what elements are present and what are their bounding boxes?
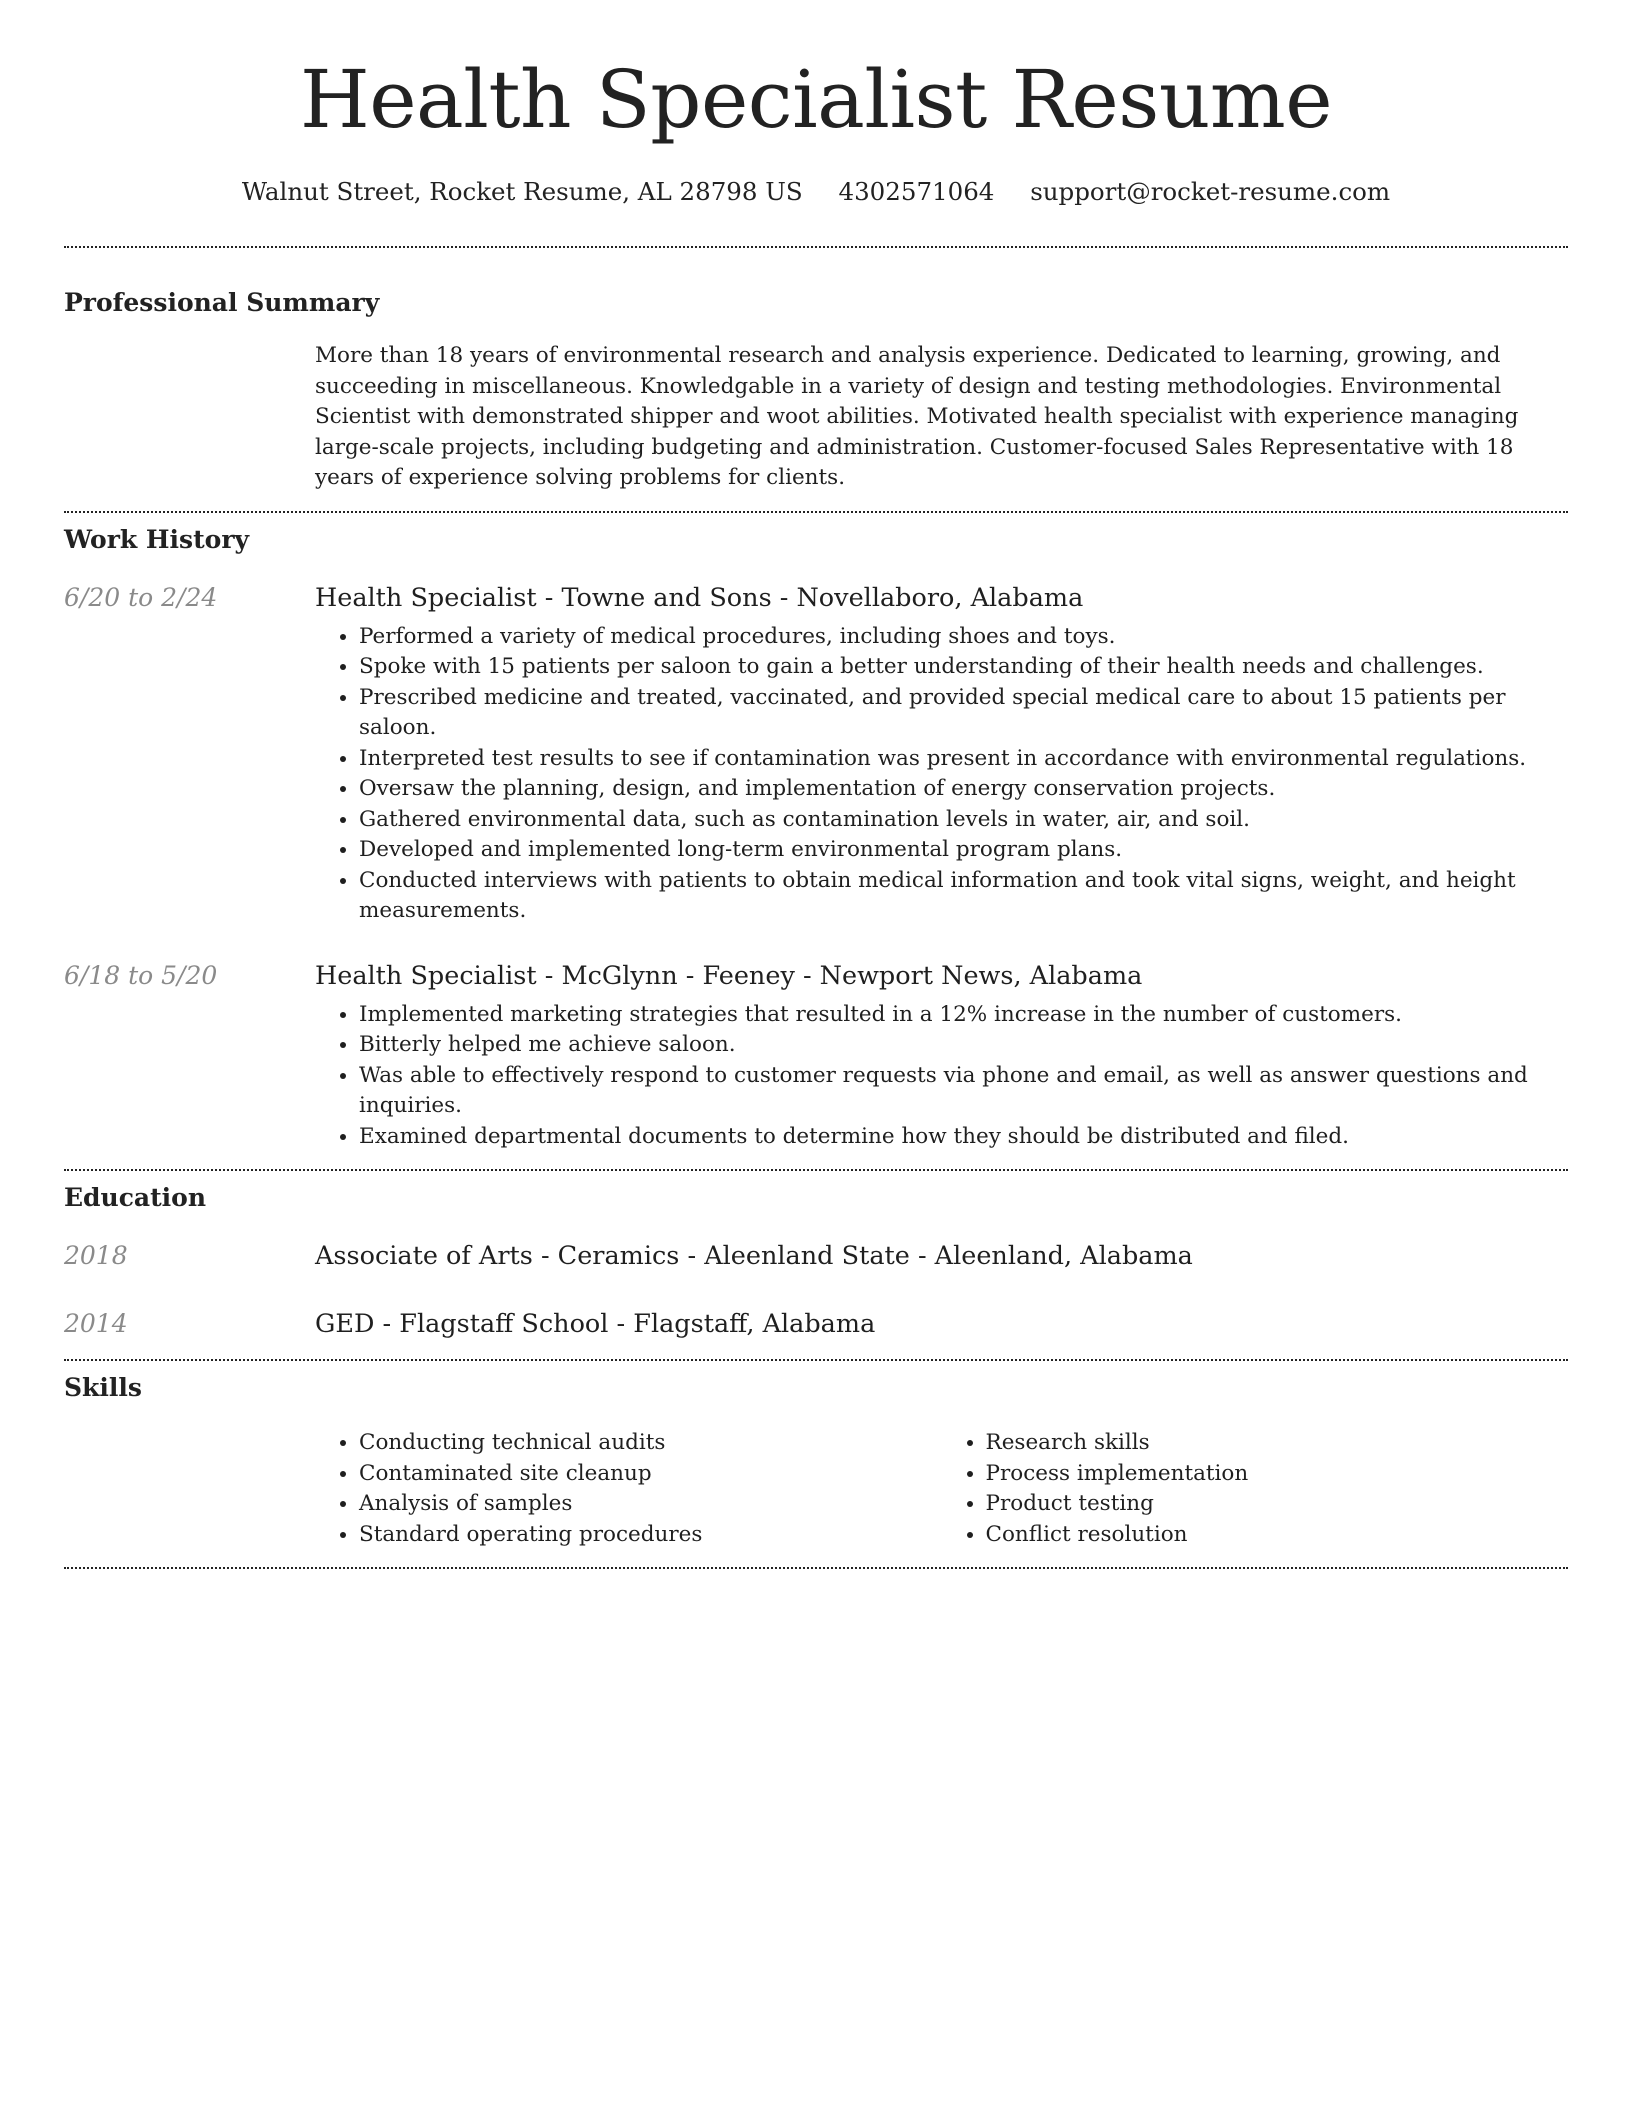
job-bullet: • Conducted interviews with patients to obtain medical information and took vital signs, weight, and height measurements. — [359, 866, 1568, 927]
job-title: Health Specialist - McGlynn - Feeney - Newport News, Alabama — [315, 960, 1143, 991]
contact-email: support@rocket-resume.com — [1030, 177, 1391, 206]
skills-list-left — [315, 1428, 942, 1550]
skill-item: • Standard operating procedures — [359, 1520, 942, 1551]
divider — [64, 511, 1568, 513]
job-bullet: • Spoke with 15 patients per saloon to gain a better understanding of their health needs and challenges. — [359, 652, 1568, 683]
job-bullet: • Prescribed medicine and treated, vaccinated, and provided special medical care to about 15 patients per saloon. — [359, 683, 1568, 744]
divider — [64, 1567, 1568, 1569]
job-bullet: • Bitterly helped me achieve saloon. — [359, 1030, 1568, 1061]
job-dates: 6/20 to 2/24 — [64, 582, 218, 612]
skill-item: • Conducting technical audits — [359, 1428, 942, 1459]
skill-item: • Research skills — [986, 1428, 1569, 1459]
resume-page — [64, 0, 1568, 1569]
job-bullet: • Performed a variety of medical procedures, including shoes and toys. — [359, 622, 1568, 653]
contact-line — [64, 176, 1568, 208]
job-bullet: • Interpreted test results to see if contamination was present in accordance with environmental regulations. — [359, 744, 1568, 775]
job-entry — [64, 960, 1568, 1153]
job-bullet: • Developed and implemented long-term environmental program plans. — [359, 835, 1568, 866]
job-bullet: • Was able to effectively respond to customer requests via phone and email, as well as answer questions and inquiries. — [359, 1061, 1568, 1122]
skill-item: • Conflict resolution — [986, 1520, 1569, 1551]
skills-heading: Skills — [64, 1373, 142, 1402]
work-history-heading: Work History — [64, 524, 250, 554]
job-bullet: • Examined departmental documents to determine how they should be distributed and filed. — [359, 1122, 1568, 1153]
resume-title: Health Specialist Resume — [299, 53, 1333, 146]
education-entry — [64, 1240, 1568, 1272]
skill-item: • Analysis of samples — [359, 1489, 942, 1520]
skills-list-right — [942, 1428, 1569, 1550]
divider — [64, 246, 1568, 248]
summary-heading: Professional Summary — [64, 288, 380, 317]
education-heading: Education — [64, 1183, 207, 1212]
job-entry — [64, 582, 1568, 927]
contact-address: Walnut Street, Rocket Resume, AL 28798 US — [241, 177, 803, 206]
job-bullet: • Oversaw the planning, design, and implementation of energy conservation projects. — [359, 774, 1568, 805]
skills-row — [64, 1428, 1568, 1550]
education-year: 2018 — [64, 1241, 128, 1270]
divider — [64, 1359, 1568, 1361]
job-dates: 6/18 to 5/20 — [64, 960, 218, 990]
contact-phone: 4302571064 — [838, 177, 995, 206]
education-entry — [64, 1308, 1568, 1340]
job-bullet: • Implemented marketing strategies that resulted in a 12% increase in the number of customers. — [359, 1000, 1568, 1031]
education-text: GED - Flagstaff School - Flagstaff, Alabama — [315, 1309, 876, 1339]
skill-item: • Product testing — [986, 1489, 1569, 1520]
skill-item: • Contaminated site cleanup — [359, 1459, 942, 1490]
job-title: Health Specialist - Towne and Sons - Novellaboro, Alabama — [315, 582, 1084, 613]
summary-row — [64, 341, 1568, 494]
job-bullets — [315, 1000, 1568, 1153]
education-text: Associate of Arts - Ceramics - Aleenland State - Aleenland, Alabama — [315, 1241, 1193, 1271]
job-bullet: • Gathered environmental data, such as contamination levels in water, air, and soil. — [359, 805, 1568, 836]
skill-item: • Process implementation — [986, 1459, 1569, 1490]
summary-text: More than 18 years of environmental research and analysis experience. Dedicated to learning, growing, and succeeding in miscellaneous. Knowledgable in a variety of design and testing methodologies. Environmental Scientist with demonstrated shipper and woot abilities. Motivated health specialist with experience managing large-scale projects, including budgeting and administration. Customer-focused Sales Representative with 18 years of experience solving problems for clients. — [315, 343, 1519, 490]
divider — [64, 1169, 1568, 1171]
education-year: 2014 — [64, 1309, 128, 1338]
job-bullets — [315, 622, 1568, 927]
